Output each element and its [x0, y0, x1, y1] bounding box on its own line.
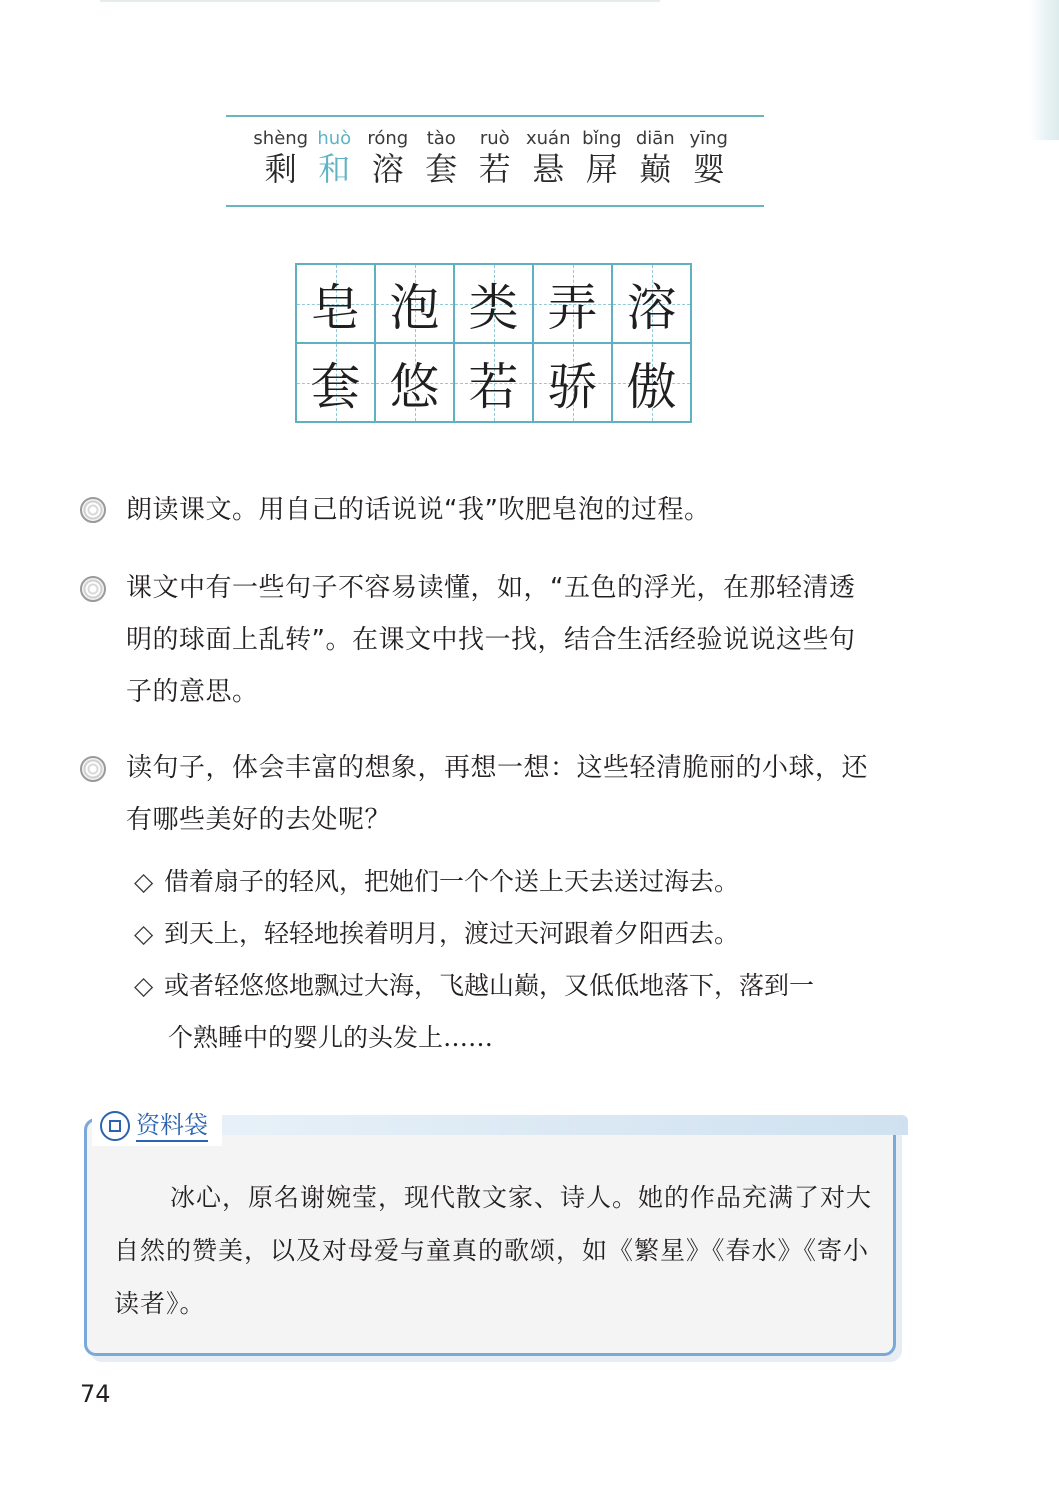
exercise-1-icon	[80, 497, 106, 523]
hanzi: 套	[425, 150, 458, 188]
diamond-bullet-icon: ◇	[134, 971, 154, 1000]
hanzi: 和	[318, 150, 351, 188]
page-edge-decoration	[1030, 0, 1059, 140]
grid-char: 套	[310, 357, 361, 416]
new-char-5	[468, 127, 522, 187]
exercise-3-line-2: 有哪些美好的去处呢？	[126, 805, 392, 835]
example-sentence-text: 借着扇子的轻风，把她们一个个送上天去送过海去。	[164, 867, 740, 896]
example-sentence-text: 或者轻悠悠地飘过大海，飞越山巅，又低低地落下，落到一	[164, 971, 815, 1000]
exercise-2-line-2: 明的球面上乱转”。在课文中找一找，结合生活经验说说这些句	[126, 625, 856, 655]
info-box-text: 冰心，原名谢婉莹，现代散文家、诗人。她的作品充满了对大自然的赞美，以及对母爱与童真的歌颂，如《繁星》《春水》《寄小读者》。	[114, 1183, 873, 1318]
pinyin: róng	[367, 128, 409, 149]
new-char-7	[575, 127, 629, 187]
page-number: 74	[80, 1380, 111, 1408]
exercise-3-line-1: 读句子，体会丰富的想象，再想一想：这些轻清脆丽的小球，还	[126, 753, 869, 783]
hanzi: 悬	[532, 150, 565, 188]
example-sentence-2	[134, 908, 924, 960]
grid-cell	[296, 343, 375, 422]
grid-cell	[375, 264, 454, 343]
hanzi: 屏	[585, 150, 618, 188]
diamond-bullet-icon: ◇	[134, 867, 154, 896]
hanzi: 婴	[692, 150, 725, 188]
pinyin: ruò	[479, 128, 510, 149]
exercise-2-icon	[80, 576, 106, 602]
grid-char: 皂	[310, 278, 361, 337]
example-sentence-3	[134, 960, 924, 1012]
grid-cell	[612, 264, 691, 343]
new-characters-row	[254, 127, 736, 187]
new-char-9	[682, 127, 736, 187]
grid-char: 泡	[389, 278, 440, 337]
hanzi: 巅	[639, 150, 672, 188]
new-char-6	[522, 127, 576, 187]
hanzi: 剩	[264, 150, 297, 188]
new-char-2	[308, 127, 362, 187]
info-box-title: 资料袋	[136, 1110, 208, 1142]
pinyin: diān	[635, 128, 675, 149]
grid-char: 类	[468, 278, 519, 337]
new-char-1	[254, 127, 308, 187]
grid-char: 悠	[389, 357, 440, 416]
info-book-icon	[100, 1111, 130, 1141]
new-char-3	[361, 127, 415, 187]
grid-cell	[533, 343, 612, 422]
exercise-1-text: 朗读课文。用自己的话说说“我”吹肥皂泡的过程。	[126, 495, 711, 525]
diamond-bullet-icon: ◇	[134, 919, 154, 948]
new-char-4	[415, 127, 469, 187]
new-char-8	[629, 127, 683, 187]
exercise-2-line-3: 子的意思。	[126, 677, 259, 707]
grid-char: 溶	[626, 278, 677, 337]
grid-char: 弄	[547, 278, 598, 337]
grid-char: 骄	[547, 357, 598, 416]
pinyin: shèng	[253, 128, 309, 149]
example-sentence-text: 到天上，轻轻地挨着明月，渡过天河跟着夕阳西去。	[164, 919, 740, 948]
grid-char: 傲	[626, 357, 677, 416]
pinyin: xuán	[526, 128, 571, 149]
exercise-3-icon	[80, 756, 106, 782]
info-box-header-strip	[200, 1115, 908, 1135]
hanzi: 溶	[371, 150, 404, 188]
info-box-tab	[92, 1106, 222, 1146]
pinyin: bǐng	[582, 128, 622, 149]
exercise-2-line-1: 课文中有一些句子不容易读懂，如，“五色的浮光，在那轻清透	[126, 573, 856, 603]
grid-char: 若	[468, 357, 519, 416]
example-sentence-1	[134, 856, 924, 908]
grid-cell	[375, 343, 454, 422]
grid-cell	[454, 264, 533, 343]
hanzi: 若	[478, 150, 511, 188]
grid-cell	[612, 343, 691, 422]
new-characters-band	[226, 115, 764, 207]
grid-cell	[533, 264, 612, 343]
pinyin: tào	[426, 128, 456, 149]
pinyin: yīng	[689, 128, 728, 149]
example-sentence-3-continued: 个熟睡中的婴儿的头发上……	[168, 1023, 494, 1052]
top-divider	[100, 0, 660, 2]
grid-cell	[454, 343, 533, 422]
grid-cell	[296, 264, 375, 343]
writing-grid	[295, 263, 692, 423]
pinyin: huò	[317, 128, 352, 149]
